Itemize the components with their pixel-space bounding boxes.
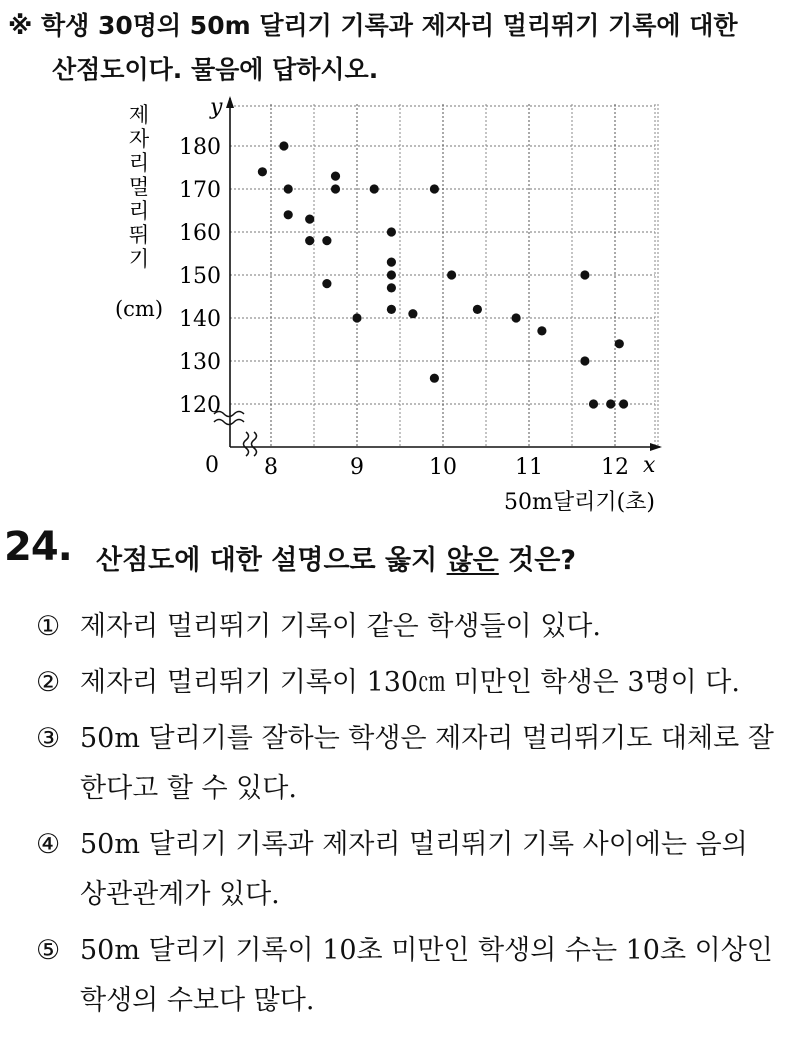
- choice-1[interactable]: [36, 602, 776, 652]
- y-axis-label-char: 리: [128, 151, 150, 175]
- y-axis-label-char: 리: [128, 199, 150, 223]
- data-point: [430, 374, 439, 383]
- data-point: [387, 305, 396, 314]
- data-point: [370, 184, 379, 193]
- choice-2[interactable]: [36, 658, 776, 708]
- data-point: [589, 399, 598, 408]
- data-point: [284, 184, 293, 193]
- choice-2-mark: ②: [36, 667, 61, 698]
- x-axis-letter: x: [643, 453, 656, 478]
- tick-labels: [179, 95, 656, 515]
- y-tick-label: 180: [179, 135, 221, 160]
- choice-4-text: 50m 달리기 기록과 제자리 멀리뛰기 기록 사이에는 음의 상관관계가 있다.: [80, 829, 748, 910]
- x-tick-label: 9: [350, 455, 364, 480]
- data-point: [473, 305, 482, 314]
- data-point: [279, 141, 288, 150]
- data-point: [447, 270, 456, 279]
- data-point: [619, 399, 628, 408]
- x-tick-label: 8: [264, 455, 278, 480]
- data-point: [606, 399, 615, 408]
- data-point: [322, 279, 331, 288]
- y-axis-label-char: 뛰: [128, 223, 150, 247]
- choice-1-mark: ①: [36, 611, 61, 642]
- data-point: [387, 270, 396, 279]
- x-tick-label: 12: [601, 455, 629, 480]
- y-axis-label-char: 기: [128, 247, 150, 271]
- x-axis-break: [244, 432, 249, 456]
- choice-4-mark: ④: [36, 829, 61, 860]
- y-axis-label-char: 제: [128, 103, 150, 127]
- y-tick-label: 130: [179, 350, 221, 375]
- choice-3-mark: ③: [36, 723, 61, 754]
- choice-5-mark: ⑤: [36, 935, 61, 966]
- origin-label: 0: [205, 453, 219, 478]
- data-point: [305, 236, 314, 245]
- data-point: [511, 313, 520, 322]
- x-tick-label: 10: [429, 455, 457, 480]
- question-text-post: 것은?: [498, 545, 576, 576]
- y-axis-label-char: 자: [128, 127, 150, 151]
- y-axis-label-char: 멀: [128, 175, 150, 199]
- x-axis-title: 50m달리기(초): [503, 490, 655, 515]
- intro-line-2: 산점도이다. 물음에 답하시오.: [52, 55, 379, 84]
- data-point: [331, 184, 340, 193]
- choice-4[interactable]: [36, 820, 776, 920]
- question-text-underlined: 않은: [446, 545, 499, 576]
- answer-choices: [36, 602, 776, 1032]
- x-tick-label: 11: [515, 455, 543, 480]
- choice-5[interactable]: [36, 926, 776, 1026]
- data-point: [258, 167, 267, 176]
- choice-1-text: 제자리 멀리뛰기 기록이 같은 학생들이 있다.: [80, 611, 601, 642]
- plot-grid: [230, 104, 658, 447]
- question-text-pre: 산점도에 대한 설명으로 옳지: [96, 545, 447, 576]
- data-point: [284, 210, 293, 219]
- data-point: [430, 184, 439, 193]
- scatter-plot: [0, 92, 680, 522]
- data-point: [305, 215, 314, 224]
- intro-line-1: ※ 학생 30명의 50m 달리기 기록과 제자리 멀리뛰기 기록에 대한: [8, 11, 738, 40]
- data-point: [387, 227, 396, 236]
- choice-2-text: 제자리 멀리뛰기 기록이 130㎝ 미만인 학생은 3명이 다.: [80, 667, 740, 698]
- choice-5-text: 50m 달리기 기록이 10초 미만인 학생의 수는 10초 이상인 학생의 수보다 많다.: [80, 935, 773, 1016]
- x-axis-break: [252, 432, 257, 456]
- problem-intro: [8, 4, 788, 92]
- question-number: 24.: [4, 524, 72, 570]
- y-tick-label: 150: [179, 264, 221, 289]
- choice-3[interactable]: [36, 714, 776, 814]
- choice-3-text: 50m 달리기를 잘하는 학생은 제자리 멀리뛰기도 대체로 잘한다고 할 수 있다.: [80, 723, 774, 804]
- y-tick-label: 120: [179, 393, 221, 418]
- data-point: [352, 313, 361, 322]
- y-tick-label: 160: [179, 221, 221, 246]
- data-point: [580, 356, 589, 365]
- y-axis-arrow: [226, 96, 234, 108]
- x-axis-arrow: [650, 443, 662, 451]
- data-point: [580, 270, 589, 279]
- data-point: [387, 283, 396, 292]
- data-point: [408, 309, 417, 318]
- y-axis-label: [115, 103, 163, 321]
- data-point: [615, 339, 624, 348]
- data-point: [537, 326, 546, 335]
- data-point: [322, 236, 331, 245]
- question-text: [96, 538, 576, 577]
- y-axis-letter: y: [210, 95, 223, 120]
- y-axis-unit: (cm): [114, 297, 164, 321]
- data-point: [387, 258, 396, 267]
- y-tick-label: 140: [179, 307, 221, 332]
- y-axis-break: [214, 420, 244, 425]
- y-tick-label: 170: [179, 178, 221, 203]
- data-point: [331, 172, 340, 181]
